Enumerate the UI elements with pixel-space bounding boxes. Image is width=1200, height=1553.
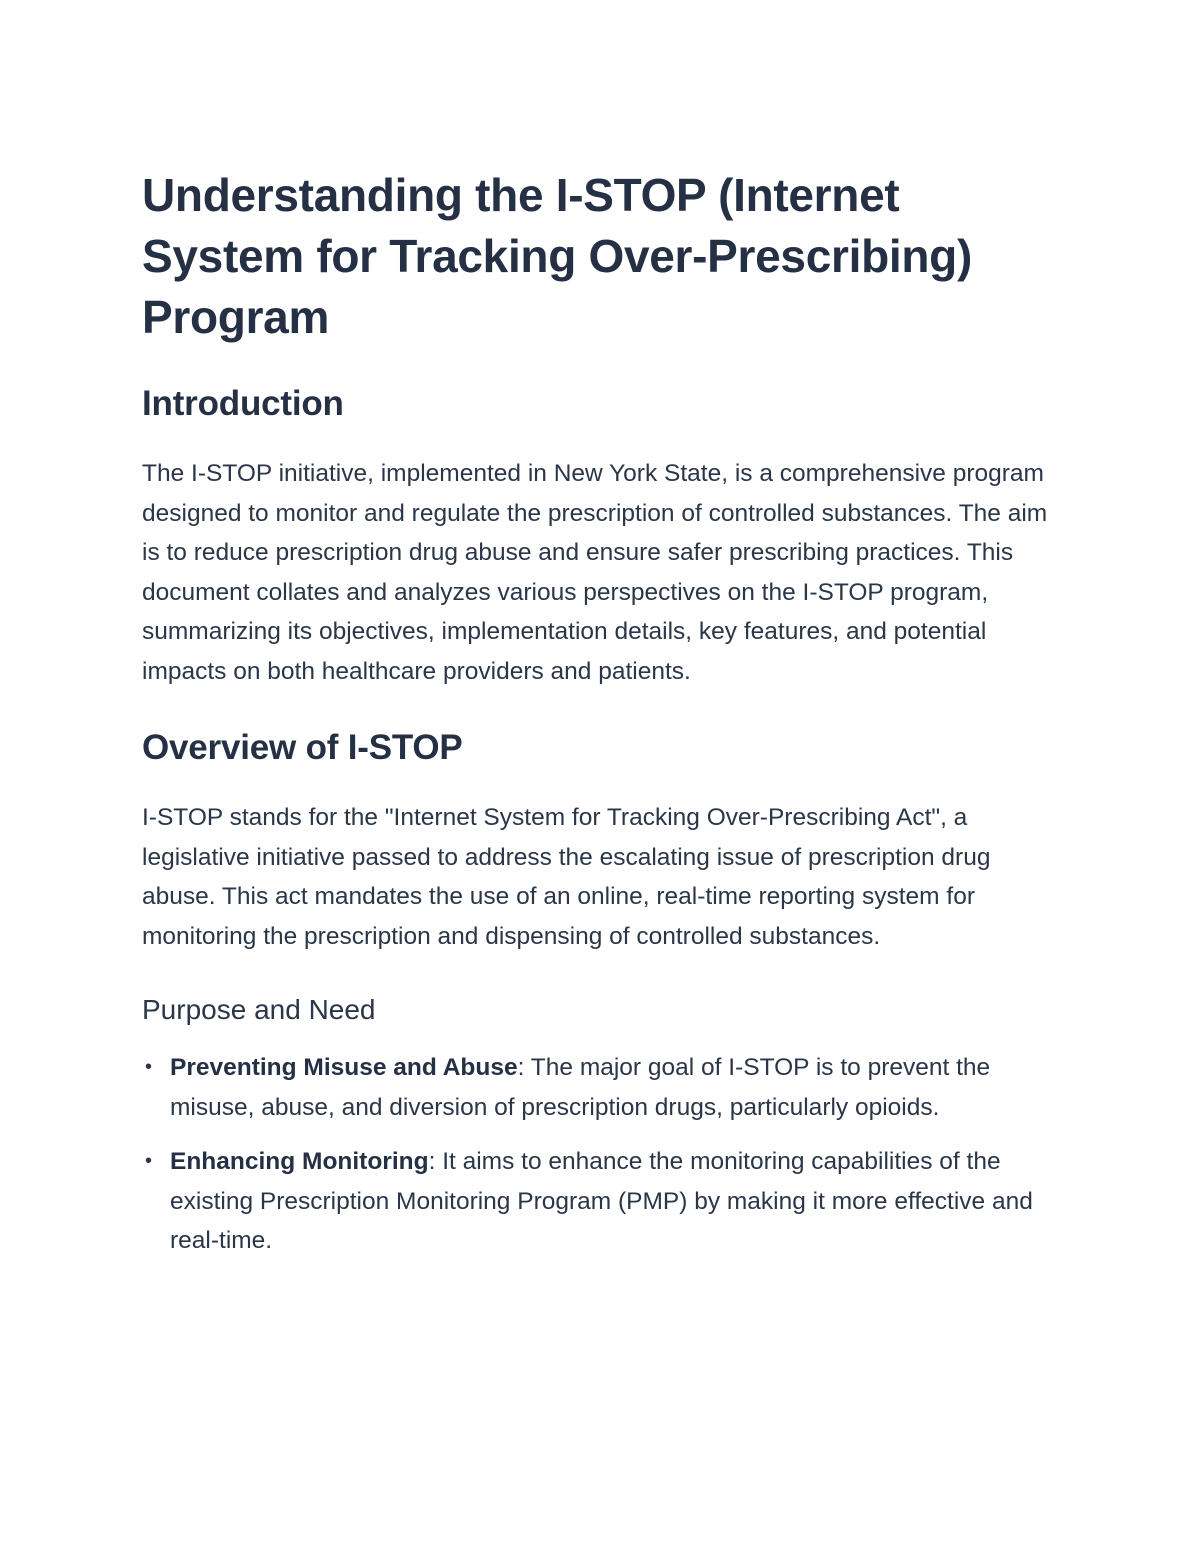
introduction-paragraph: The I-STOP initiative, implemented in New York State, is a comprehensive program designed to monitor and regulate the prescription of controlled substances. The aim is to reduce prescription drug abuse and ensure safer prescribing practices. This document collates and analyzes various perspectives on the I-STOP program, summarizing its objectives, implementation details, key features, and potential impacts on both healthcare providers and patients. bbox=[142, 460, 1048, 685]
page-title: Understanding the I-STOP (Internet System for Tracking Over-Prescribing) Program bbox=[142, 169, 972, 343]
introduction-heading: Introduction bbox=[142, 384, 344, 423]
list-item-label: Preventing Misuse and Abuse bbox=[170, 1054, 518, 1081]
list-item-label: Enhancing Monitoring bbox=[170, 1148, 429, 1175]
list-item-text: : It aims to enhance the monitoring capabilities of the existing Prescription Monitoring Program (PMP) by making it more effective and real-time. bbox=[170, 1148, 1033, 1254]
overview-paragraph: I-STOP stands for the "Internet System for Tracking Over-Prescribing Act", a legislative initiative passed to address the escalating issue of prescription drug abuse. This act mandates the use of an online, real-time reporting system for monitoring the prescription and dispensing of controlled substances. bbox=[142, 804, 991, 950]
purpose-heading: Purpose and Need bbox=[142, 994, 376, 1025]
bullet-icon: • bbox=[145, 1150, 153, 1172]
document-page bbox=[142, 165, 1067, 1276]
bullet-icon: • bbox=[145, 1056, 153, 1078]
overview-heading: Overview of I-STOP bbox=[142, 728, 463, 767]
list-item bbox=[145, 1048, 1067, 1127]
purpose-list bbox=[142, 1048, 1067, 1261]
list-item bbox=[145, 1142, 1067, 1261]
list-item-text: : The major goal of I-STOP is to prevent the misuse, abuse, and diversion of prescription drugs, particularly opioids. bbox=[170, 1054, 991, 1121]
